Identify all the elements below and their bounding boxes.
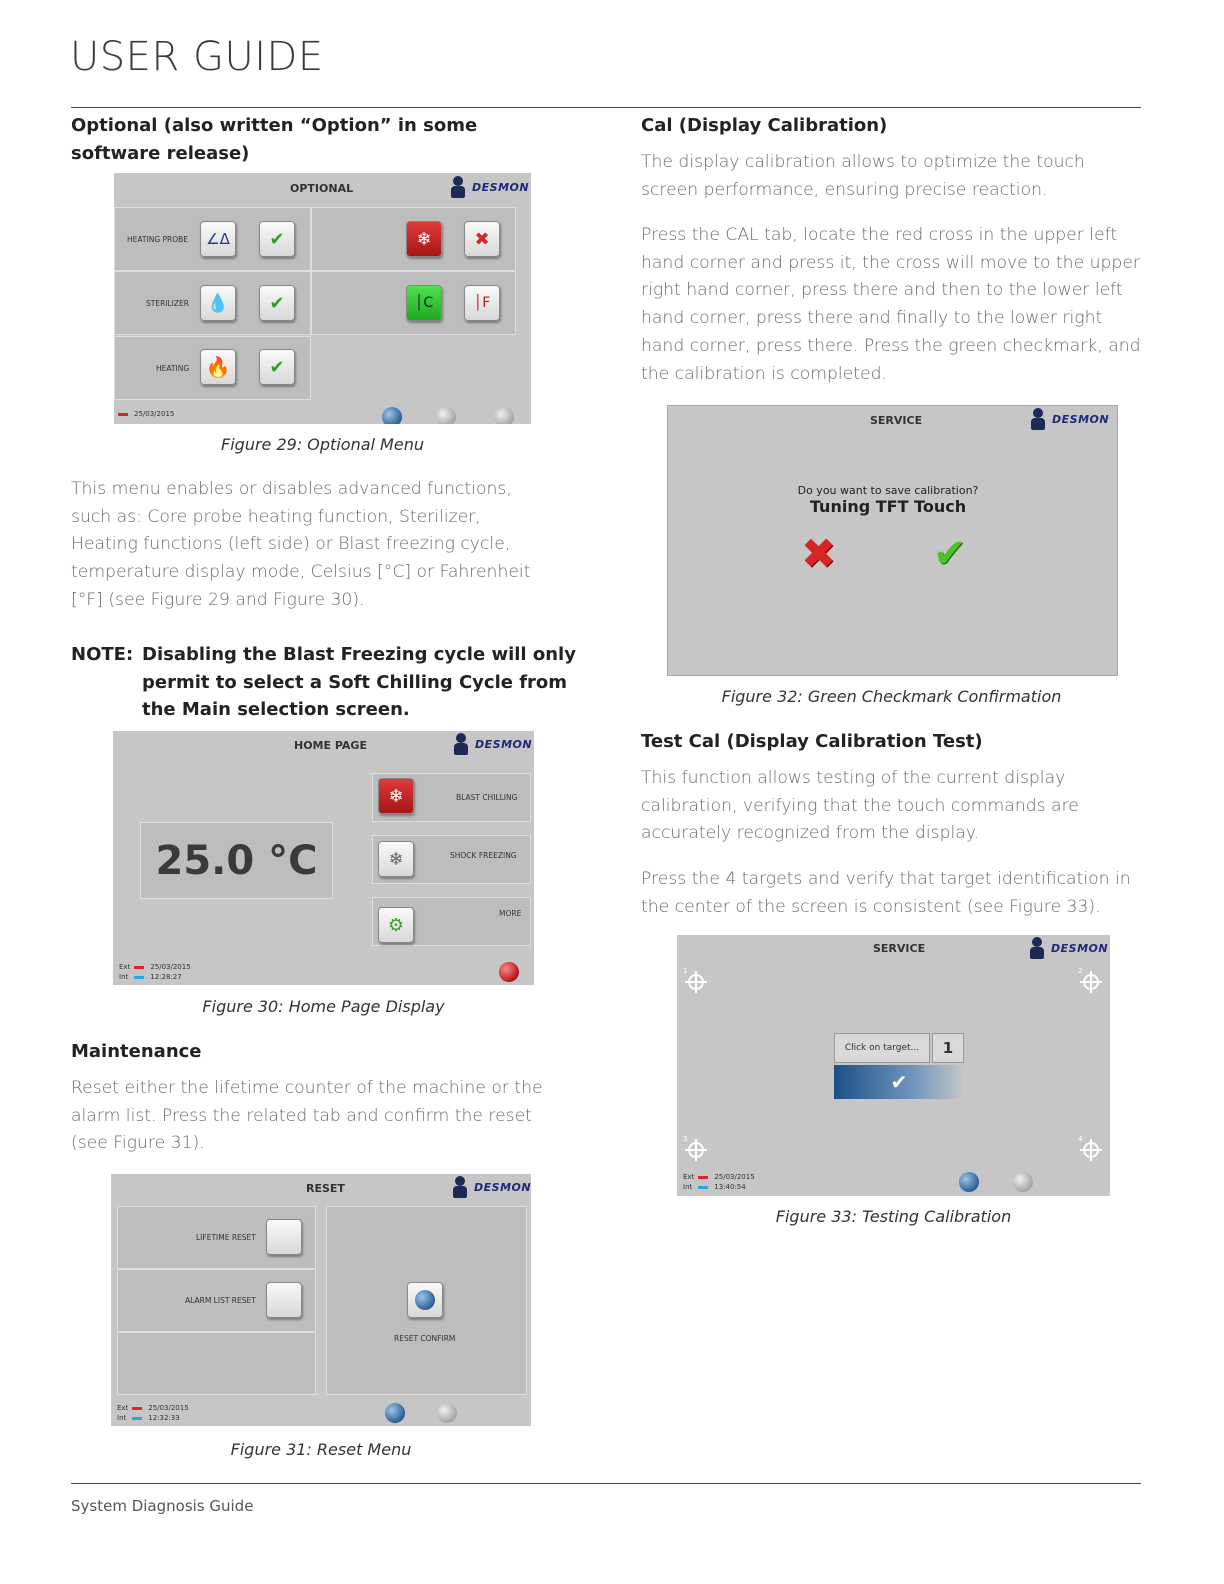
int-indicator: [134, 976, 144, 979]
reset-confirm-label: RESET CONFIRM: [394, 1334, 456, 1343]
flame-icon: 🔥: [205, 355, 231, 379]
blast-icon-button[interactable]: [406, 221, 442, 257]
maintenance-heading: Maintenance: [71, 1041, 202, 1062]
fahrenheit-letter: F: [482, 295, 491, 311]
snowflake-icon: ❄: [416, 228, 432, 250]
temperature-display: 25.0 °C: [140, 822, 333, 899]
more-button[interactable]: [378, 907, 414, 943]
desmon-logo-icon: [452, 1176, 468, 1198]
probe-icon: ∠Δ: [206, 230, 230, 248]
screen-title: OPTIONAL: [290, 182, 354, 195]
status-bar: [114, 409, 174, 419]
confirm-check-button[interactable]: [933, 532, 967, 576]
screen-title: SERVICE: [870, 414, 923, 427]
brand-name: DESMON: [472, 180, 530, 194]
cross-icon: ✖: [474, 228, 490, 250]
testcal-body-2: Press the 4 targets and verify that target identification in the center of the screen is consistent (see Figure 33).: [641, 869, 1131, 917]
cal-heading: Cal (Display Calibration): [641, 115, 888, 136]
lifetime-reset-label: LIFETIME RESET: [196, 1233, 256, 1242]
desmon-logo-icon: [453, 733, 469, 755]
info-icon[interactable]: [494, 407, 514, 424]
alarm-reset-label: ALARM LIST RESET: [185, 1296, 256, 1305]
check-icon: ✔: [269, 292, 285, 314]
status-time: 12:32:33: [148, 1414, 180, 1422]
power-icon[interactable]: [499, 962, 519, 982]
cal-body-2: Press the CAL tab, locate the red cross in the upper left hand corner and press it, the cross will move to the upper right hand corner, press there and then to the lower left hand corner, press there and finally to the lower right hand corner, press there. Press the green checkmark, and the calibration is completed.: [641, 225, 1141, 384]
blast-disable-cross[interactable]: [464, 221, 500, 257]
home-page-screenshot: [113, 731, 534, 985]
save-question: Do you want to save calibration?: [797, 484, 979, 497]
status-date: 25/03/2015: [148, 1404, 189, 1412]
document-title: USER GUIDE: [70, 34, 324, 80]
target-counter: 1: [932, 1033, 964, 1063]
home-icon[interactable]: [437, 1403, 457, 1423]
celsius-icon: │C: [414, 295, 434, 311]
target-icon-2[interactable]: [1080, 971, 1102, 993]
alarm-reset-checkbox[interactable]: [266, 1282, 302, 1318]
save-subtitle: Tuning TFT Touch: [809, 497, 967, 516]
globe-icon: [415, 1290, 435, 1310]
check-icon: ✔: [269, 356, 285, 378]
int-indicator: [132, 1417, 142, 1420]
figure-31-caption: Figure 31: Reset Menu: [230, 1440, 412, 1459]
footer-rule: [71, 1483, 1141, 1484]
check-icon: ✔: [933, 531, 967, 577]
brand-name: DESMON: [1052, 412, 1110, 426]
status-date: 25/03/2015: [714, 1173, 755, 1181]
globe-icon[interactable]: [385, 1403, 405, 1423]
snowflake-icon: ❄: [388, 785, 404, 807]
note-text: Disabling the Blast Freezing cycle will only permit to select a Soft Chilling Cycle from the Main selection screen.: [142, 644, 576, 721]
sterilizer-enable-check[interactable]: [259, 285, 295, 321]
blast-chilling-label: BLAST CHILLING: [456, 793, 518, 802]
desmon-logo-icon: [450, 176, 466, 198]
maintenance-body: Reset either the lifetime counter of the machine or the alarm list. Press the related tab and confirm the reset (see Figure 31).: [71, 1078, 543, 1154]
sterilizer-label: STERILIZER: [146, 299, 189, 308]
ext-label: Ext: [119, 963, 131, 971]
water-drop-icon: 💧: [206, 292, 230, 314]
target-icon-3[interactable]: [685, 1139, 707, 1161]
check-icon: ✔: [890, 1070, 908, 1094]
optional-body: This menu enables or disables advanced functions, such as: Core probe heating function, Sterilizer, Heating functions (left side) or Blast freezing cycle, temperature display mode, Celsius [°C] or Fahrenheit [°F] (see Figure 29 and Figure 30).: [71, 479, 531, 610]
heating-label: HEATING: [156, 364, 190, 373]
target-number-1: 1: [683, 967, 688, 975]
figure-33-caption: Figure 33: Testing Calibration: [775, 1207, 1012, 1226]
desmon-logo: [450, 176, 529, 198]
gear-icon: ⚙: [387, 914, 405, 936]
heating-enable-check[interactable]: [259, 349, 295, 385]
target-number-4: 4: [1078, 1135, 1083, 1143]
home-icon[interactable]: [436, 407, 456, 424]
snowflake-icon: ❄: [388, 848, 404, 870]
int-indicator: [698, 1186, 708, 1189]
ext-indicator: [118, 413, 128, 416]
save-calibration-screenshot: [667, 405, 1118, 676]
desmon-logo: [452, 1176, 531, 1198]
ext-indicator: [132, 1407, 142, 1410]
testcal-body-1: This function allows testing of the current display calibration, verifying that the touch commands are accurately recognized from the display.: [641, 768, 1079, 844]
celsius-letter: C: [423, 295, 434, 311]
footer-text: System Diagnosis Guide: [71, 1497, 254, 1515]
brand-name: DESMON: [475, 737, 533, 751]
globe-icon[interactable]: [382, 407, 402, 424]
int-label: Int: [117, 1414, 127, 1422]
shock-freezing-label: SHOCK FREEZING: [450, 851, 517, 860]
screen-title: SERVICE: [873, 942, 926, 955]
ext-indicator: [698, 1176, 708, 1179]
cancel-cross-button[interactable]: [801, 529, 837, 578]
figure-30-caption: Figure 30: Home Page Display: [202, 997, 445, 1016]
brand-name: DESMON: [474, 1180, 531, 1194]
target-number-3: 3: [683, 1135, 688, 1143]
desmon-logo: [1029, 937, 1108, 959]
testing-calibration-screenshot: [677, 935, 1110, 1196]
fahrenheit-button[interactable]: [464, 285, 500, 321]
ext-label: Ext: [117, 1404, 129, 1412]
globe-icon[interactable]: [959, 1172, 979, 1192]
shock-freezing-button[interactable]: [378, 841, 414, 877]
check-icon: ✔: [269, 228, 285, 250]
ext-indicator: [134, 966, 144, 969]
brand-name: DESMON: [1051, 941, 1109, 955]
more-label: MORE: [499, 909, 522, 918]
int-label: Int: [119, 973, 129, 981]
screen-title: RESET: [306, 1182, 345, 1195]
int-label: Int: [683, 1183, 693, 1191]
desmon-logo-icon: [1029, 937, 1045, 959]
reset-menu-screenshot: [111, 1174, 531, 1426]
home-icon[interactable]: [1013, 1172, 1033, 1192]
status-date: 25/03/2015: [150, 963, 191, 971]
status-bar: [117, 1403, 189, 1423]
screen-title: HOME PAGE: [294, 739, 367, 752]
status-date: 25/03/2015: [134, 410, 175, 418]
fahrenheit-icon: │F: [473, 295, 491, 311]
header-rule: [71, 107, 1141, 108]
status-bar: [119, 962, 191, 982]
heating-icon-button[interactable]: [200, 349, 236, 385]
figure-29-caption: Figure 29: Optional Menu: [221, 435, 424, 454]
target-icon-4[interactable]: [1080, 1139, 1102, 1161]
ext-label: Ext: [683, 1173, 695, 1181]
note-block: [71, 641, 591, 725]
cal-body-1: The display calibration allows to optimize the touch screen performance, ensuring precise reaction.: [641, 152, 1085, 200]
probe-enable-check[interactable]: [259, 221, 295, 257]
status-time: 13:40:54: [714, 1183, 746, 1191]
target-ok-bar[interactable]: [834, 1065, 964, 1099]
status-bar: [683, 1172, 755, 1192]
probe-icon-button[interactable]: [200, 221, 236, 257]
celsius-button[interactable]: [406, 285, 442, 321]
blast-chilling-button[interactable]: [378, 778, 414, 814]
cross-icon: ✖: [801, 529, 837, 578]
desmon-logo: [1030, 408, 1109, 430]
optional-menu-screenshot: [114, 173, 531, 424]
desmon-logo: [453, 733, 532, 755]
testcal-heading: Test Cal (Display Calibration Test): [641, 731, 983, 752]
empty-row: [117, 1332, 316, 1395]
target-number-2: 2: [1078, 967, 1083, 975]
note-label: NOTE:: [71, 644, 134, 665]
sterilizer-icon-button[interactable]: [200, 285, 236, 321]
target-icon-1[interactable]: [685, 971, 707, 993]
desmon-logo-icon: [1030, 408, 1046, 430]
figure-32-caption: Figure 32: Green Checkmark Confirmation: [721, 687, 1062, 706]
lifetime-reset-checkbox[interactable]: [266, 1219, 302, 1255]
reset-confirm-button[interactable]: [407, 1282, 443, 1318]
click-on-target-prompt: Click on target...: [834, 1033, 930, 1063]
status-time: 12:28:27: [150, 973, 182, 981]
optional-heading: Optional (also written “Option” in some software release): [71, 115, 478, 164]
heating-probe-label: HEATING PROBE: [127, 235, 189, 244]
